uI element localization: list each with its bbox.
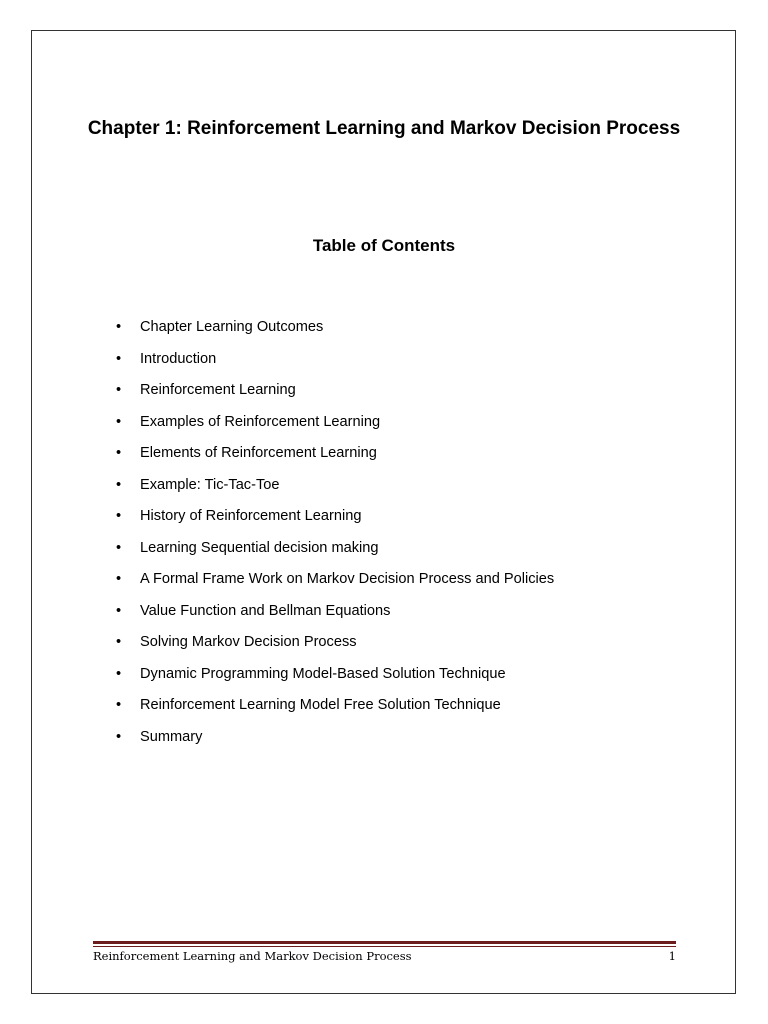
toc-item-label: Summary (140, 728, 203, 745)
toc-item (112, 697, 554, 729)
footer-rule-thin (93, 946, 676, 947)
toc-item (112, 477, 554, 509)
toc-item (112, 445, 554, 477)
toc-item-label: Reinforcement Learning Model Free Solution Technique (140, 697, 501, 713)
toc-item (112, 351, 554, 383)
bullet-icon: • (116, 382, 122, 398)
toc-item-label: History of Reinforcement Learning (140, 508, 362, 524)
bullet-icon: • (116, 476, 122, 493)
toc-item-label: Introduction (140, 350, 217, 367)
toc-item-label: Chapter Learning Outcomes (140, 319, 324, 335)
bullet-icon: • (116, 602, 122, 619)
toc-item (112, 634, 554, 666)
toc-item (112, 729, 554, 761)
toc-item-label: Example: Tic-Tac-Toe (140, 476, 280, 493)
bullet-icon: • (116, 350, 122, 367)
bullet-icon: • (116, 413, 122, 430)
toc-item (112, 571, 554, 603)
chapter-title: Chapter 1: Reinforcement Learning and Markov Decision Process (87, 118, 681, 139)
bullet-icon: • (116, 571, 122, 587)
toc-item-label: Learning Sequential decision making (140, 539, 379, 556)
toc-heading: Table of Contents (312, 236, 456, 255)
toc-item (112, 414, 554, 446)
toc-item-label: Value Function and Bellman Equations (140, 602, 391, 619)
toc-item (112, 603, 554, 635)
toc-list (112, 319, 554, 760)
bullet-icon: • (116, 728, 122, 745)
footer-text: Reinforcement Learning and Markov Decision Process (93, 949, 412, 963)
bullet-icon: • (116, 539, 122, 556)
bullet-icon: • (116, 634, 122, 650)
toc-item-label: Elements of Reinforcement Learning (140, 445, 377, 461)
bullet-icon: • (116, 445, 122, 461)
toc-item (112, 666, 554, 698)
toc-item-label: Examples of Reinforcement Learning (140, 413, 381, 430)
toc-item (112, 540, 554, 572)
toc-item-label: Reinforcement Learning (140, 382, 296, 398)
bullet-icon: • (116, 319, 122, 335)
toc-item-label: A Formal Frame Work on Markov Decision Process and Policies (140, 571, 555, 587)
toc-item-label: Solving Markov Decision Process (140, 634, 357, 650)
page-number: 1 (668, 949, 676, 963)
bullet-icon: • (116, 697, 122, 713)
toc-item-label: Dynamic Programming Model-Based Solution Technique (140, 665, 506, 682)
footer-rule (93, 941, 676, 944)
bullet-icon: • (116, 508, 122, 524)
bullet-icon: • (116, 665, 122, 682)
toc-item (112, 382, 554, 414)
toc-item (112, 508, 554, 540)
toc-item (112, 319, 554, 351)
